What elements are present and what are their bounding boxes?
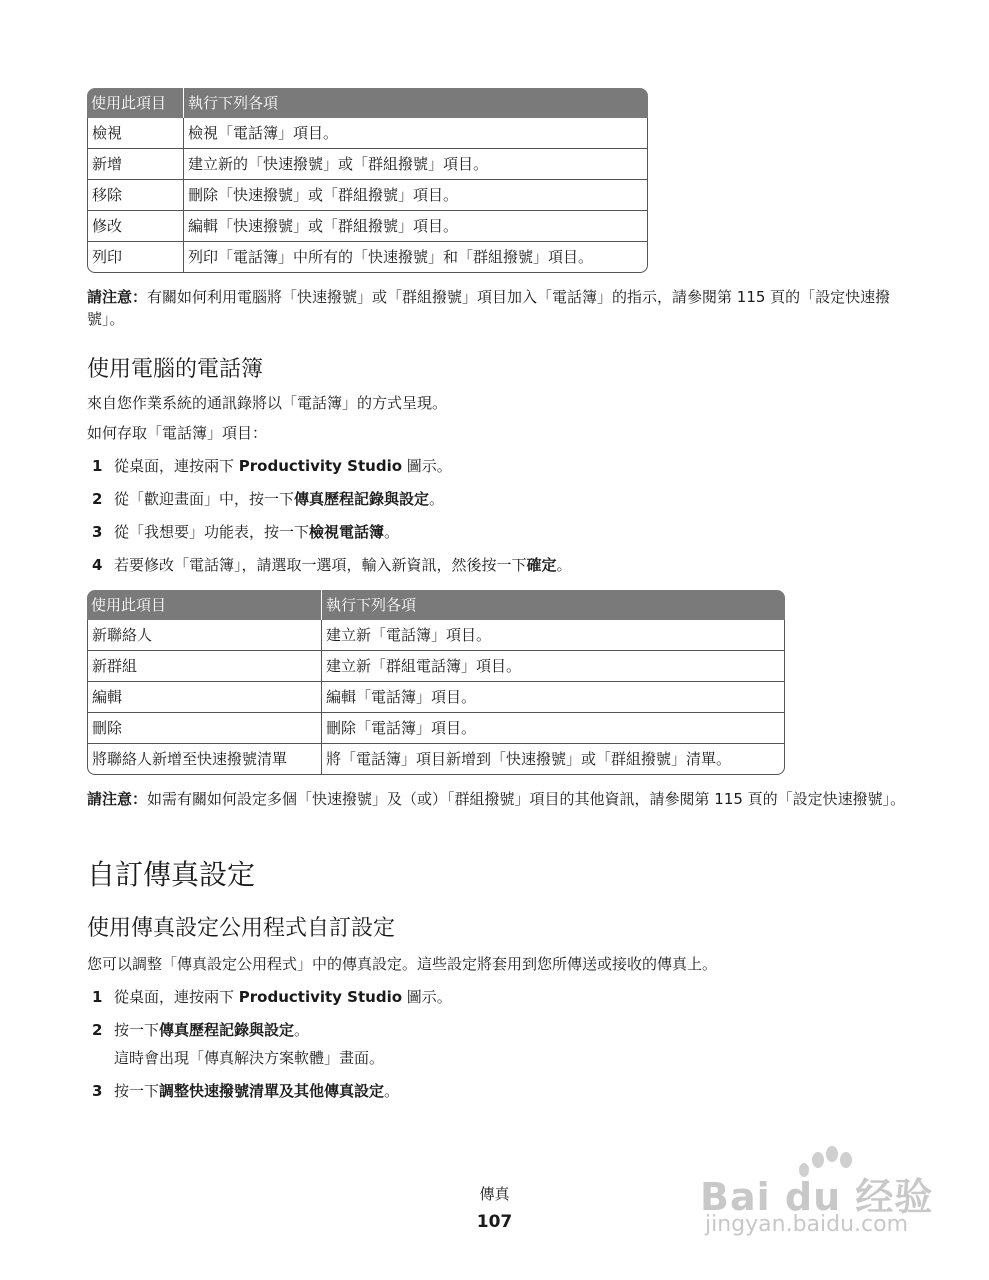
step-number: 4 xyxy=(92,556,103,574)
table-actions-1 xyxy=(87,88,648,273)
table-cell: 檢視 xyxy=(87,118,184,149)
table-header-row xyxy=(87,590,785,620)
table-row xyxy=(87,744,785,775)
note-2 xyxy=(87,788,907,810)
step-bold-text: 確定 xyxy=(526,556,557,574)
table-header-item: 使用此項目 xyxy=(87,590,322,620)
table-cell: 建立新「群組電話簿」項目。 xyxy=(322,651,785,682)
step-text: 。 xyxy=(384,523,400,541)
table-header-action: 執行下列各項 xyxy=(184,88,648,118)
table-row xyxy=(87,651,785,682)
table-cell: 新群組 xyxy=(87,651,322,682)
step-bold-text: 調整快速撥號清單及其他傳真設定 xyxy=(159,1082,385,1100)
table-header-item: 使用此項目 xyxy=(87,88,184,118)
table-cell: 新聯絡人 xyxy=(87,620,322,651)
paragraph: 如何存取「電話簿」項目： xyxy=(87,424,268,442)
step-number: 3 xyxy=(92,523,103,541)
step-2-subtext: 這時會出現「傳真解決方案軟體」畫面。 xyxy=(114,1049,385,1067)
note-text: 如需有關如何設定多個「快速撥號」及（或）「群組撥號」項目的其他資訊，請參閱第 115 頁的「設定快速撥號」。 xyxy=(147,790,906,808)
table-cell: 修改 xyxy=(87,211,184,242)
table-cell: 刪除 xyxy=(87,713,322,744)
watermark-url: jingyan.baidu.com xyxy=(705,1212,909,1237)
step-text: 若要修改「電話簿」，請選取一選項，輸入新資訊，然後按一下 xyxy=(114,556,527,574)
table-cell: 建立新的「快速撥號」或「群組撥號」項目。 xyxy=(184,149,648,180)
table-cell: 建立新「電話簿」項目。 xyxy=(322,620,785,651)
table-cell: 編輯 xyxy=(87,682,322,713)
note-text: 有關如何利用電腦將「快速撥號」或「群組撥號」項目加入「電話簿」的指示，請參閱第 115 頁的「設定快速撥號」。 xyxy=(87,288,891,328)
table-row xyxy=(87,242,648,273)
step-bold-text: Productivity Studio xyxy=(238,457,403,475)
step-text: 圖示。 xyxy=(402,988,452,1006)
watermark-logo xyxy=(700,1140,940,1219)
step-2 xyxy=(92,488,444,509)
page-number: 107 xyxy=(476,1212,513,1232)
step-text: 。 xyxy=(384,1082,400,1100)
step-text: 。 xyxy=(294,1021,310,1039)
step-text: 從桌面，連按兩下 xyxy=(114,457,239,475)
step-text: 。 xyxy=(556,556,572,574)
step-1 xyxy=(92,986,452,1007)
table-row xyxy=(87,149,648,180)
table-cell: 列印 xyxy=(87,242,184,273)
table-row xyxy=(87,682,785,713)
table-cell: 列印「電話簿」中所有的「快速撥號」和「群組撥號」項目。 xyxy=(184,242,648,273)
table-row xyxy=(87,211,648,242)
section-heading-computer-phonebook: 使用電腦的電話簿 xyxy=(87,357,264,382)
step-bold-text: Productivity Studio xyxy=(238,988,403,1006)
table-cell: 將聯絡人新增至快速撥號清單 xyxy=(87,744,322,775)
note-label: 請注意： xyxy=(87,288,148,306)
step-2 xyxy=(92,1019,309,1040)
step-3 xyxy=(92,1080,399,1101)
step-bold-text: 傳真歷程記錄與設定 xyxy=(159,1021,295,1039)
step-bold-text: 檢視電話簿 xyxy=(309,523,385,541)
step-number: 1 xyxy=(92,988,103,1006)
note-label: 請注意： xyxy=(87,790,148,808)
step-text: 圖示。 xyxy=(402,457,452,475)
watermark-logo-text: Bai du 经验 xyxy=(700,1175,934,1219)
table-row xyxy=(87,620,785,651)
step-number: 2 xyxy=(92,490,103,508)
table-row xyxy=(87,118,648,149)
step-bold-text: 傳真歷程記錄與設定 xyxy=(294,490,430,508)
table-cell: 編輯「電話簿」項目。 xyxy=(322,682,785,713)
note-1 xyxy=(87,286,907,330)
step-4 xyxy=(92,554,572,575)
step-number: 2 xyxy=(92,1021,103,1039)
table-header-action: 執行下列各項 xyxy=(322,590,785,620)
table-cell: 將「電話簿」項目新增到「快速撥號」或「群組撥號」清單。 xyxy=(322,744,785,775)
step-text: 按一下 xyxy=(114,1021,160,1039)
step-1 xyxy=(92,455,452,476)
table-cell: 檢視「電話簿」項目。 xyxy=(184,118,648,149)
section-heading-fax-setup-utility: 使用傳真設定公用程式自訂設定 xyxy=(87,916,396,941)
table-actions-2 xyxy=(87,590,785,775)
step-3 xyxy=(92,521,399,542)
table-cell: 編輯「快速撥號」或「群組撥號」項目。 xyxy=(184,211,648,242)
table-cell: 移除 xyxy=(87,180,184,211)
paragraph: 來自您作業系統的通訊錄將以「電話簿」的方式呈現。 xyxy=(87,394,448,412)
step-text: 。 xyxy=(429,490,445,508)
step-number: 1 xyxy=(92,457,103,475)
step-text: 從桌面，連按兩下 xyxy=(114,988,239,1006)
table-cell: 刪除「快速撥號」或「群組撥號」項目。 xyxy=(184,180,648,211)
table-header-row xyxy=(87,88,648,118)
step-number: 3 xyxy=(92,1082,103,1100)
table-cell: 新增 xyxy=(87,149,184,180)
table-row xyxy=(87,180,648,211)
step-text: 從「歡迎畫面」中，按一下 xyxy=(114,490,295,508)
table-row xyxy=(87,713,785,744)
footer-section-name: 傳真 xyxy=(479,1185,510,1203)
chapter-heading-custom-fax-settings: 自訂傳真設定 xyxy=(87,858,256,891)
step-text: 從「我想要」功能表，按一下 xyxy=(114,523,310,541)
table-cell: 刪除「電話簿」項目。 xyxy=(322,713,785,744)
step-text: 按一下 xyxy=(114,1082,160,1100)
paragraph: 您可以調整「傳真設定公用程式」中的傳真設定。這些設定將套用到您所傳送或接收的傳真上。 xyxy=(87,955,718,973)
